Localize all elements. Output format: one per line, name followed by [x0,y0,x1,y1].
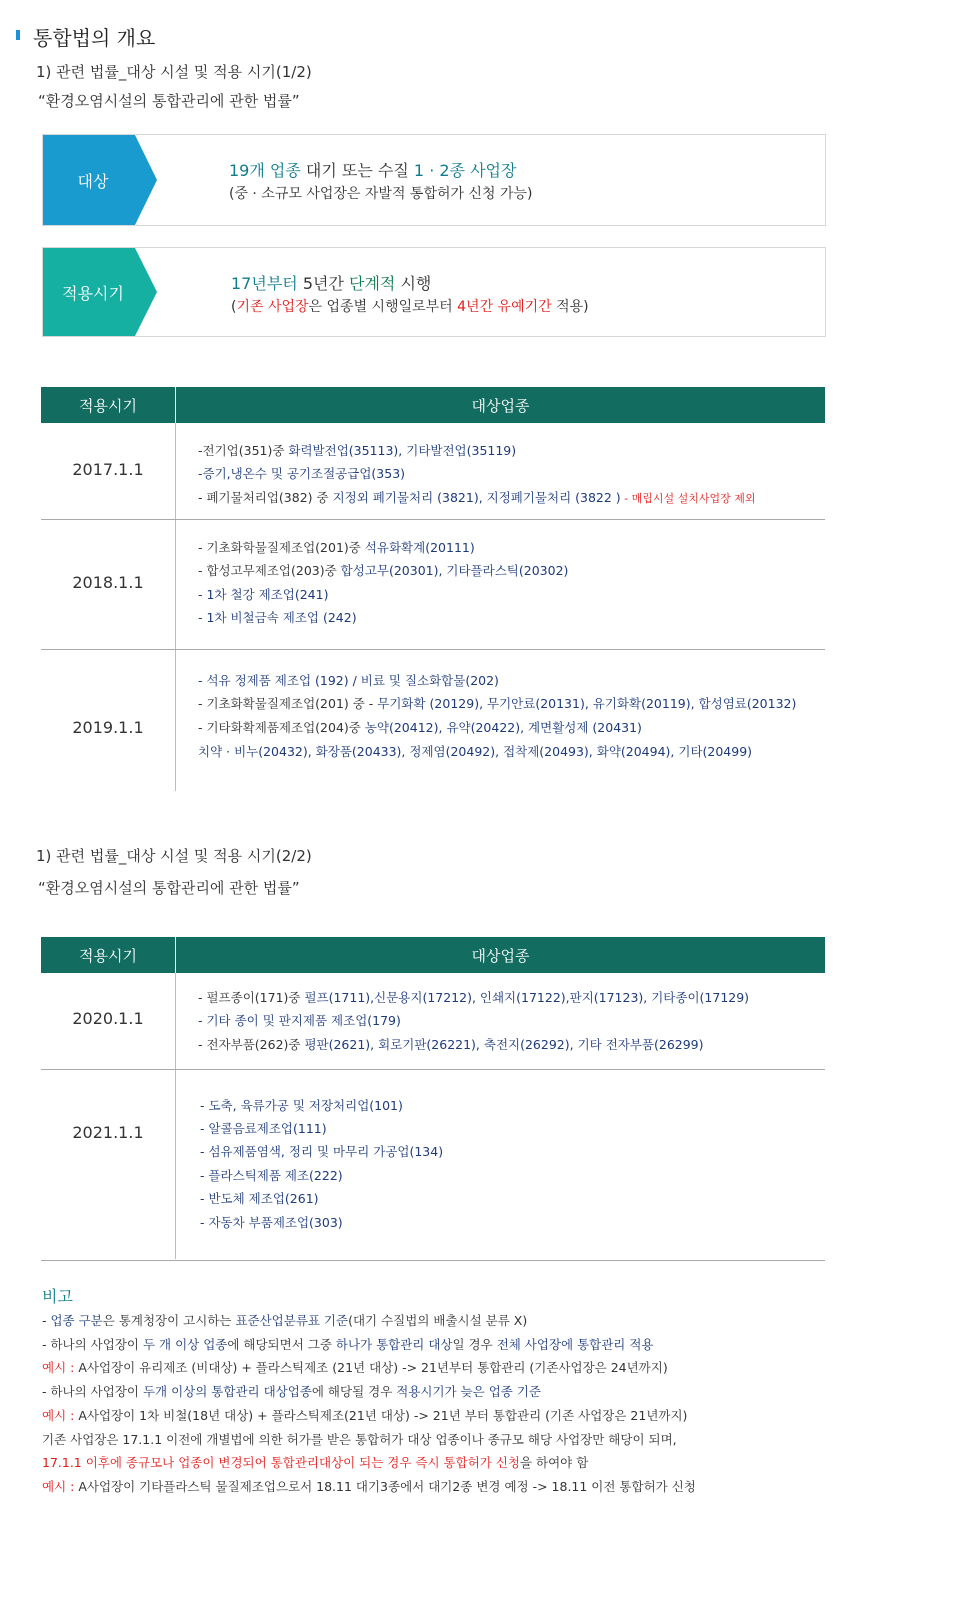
text-segment: -증기,냉온수 및 공기조절공급업(353) [198,466,406,481]
text-segment: 은 업종별 시행일로부터 [308,299,458,315]
text-segment: (중 · 소규모 사업장은 자발적 통합허가 신청 가능) [229,186,533,202]
law-name-2: “환경오염시설의 통합관리에 관한 법률” [38,879,300,897]
text-segment: - 하나의 사업장이 [42,1384,143,1399]
table1-year-2019: 2019.1.1 [72,718,144,737]
table2-row1-line [198,1011,401,1029]
note-example [42,1477,696,1495]
text-segment: 화력발전업(35113), 기타발전업(35119) [288,443,517,458]
text-segment: 예시 : [42,1360,79,1375]
law-name-1: “환경오염시설의 통합관리에 관한 법률” [38,92,300,110]
table1-row2-line [198,561,568,579]
note-line [42,1335,654,1353]
text-segment: 두 개 이상 업종 [142,1337,228,1352]
period-tag: 적용시기 [62,283,124,303]
text-segment: 은 통계청장이 고시하는 [102,1313,236,1328]
text-segment: 17년부터 [231,274,298,293]
table2-row2-line [200,1119,327,1137]
text-segment: - 폐기물처리업(382) 중 [198,490,333,505]
text-segment: 5년간 [297,274,349,293]
target-line-1 [229,158,516,181]
text-segment: - 기타 종이 및 판지제품 제조업(179) [198,1013,401,1028]
text-segment: - 도축, 육류가공 및 저장처리업(101) [200,1098,403,1113]
table1-row3-line [198,718,642,736]
table1-row1-line [198,464,405,482]
table1-row2-line [198,585,328,603]
table1-col-industry: 대상업종 [471,396,530,415]
note-example [42,1406,687,1424]
target-line-2 [229,183,532,203]
text-segment: 표준산업분류표 기준 [235,1313,349,1328]
text-segment: 에 해당될 경우 [311,1384,397,1399]
text-segment: 합성고무(20301), 기타플라스틱(20302) [340,563,569,578]
table1-row3-line [198,694,796,712]
text-segment: - 기초화학물질제조업(201)중 [198,540,365,555]
text-segment: 4년간 유예기간 [457,299,552,315]
text-segment: 일 경우 [452,1337,497,1352]
note-line [42,1311,527,1329]
text-segment: 평판(2621), 회로기판(26221), 축전지(26292), 기타 전자부품(26299) [304,1037,704,1052]
text-segment: - 알콜음료제조업(111) [200,1121,327,1136]
table2-row-sep-1 [41,1069,825,1070]
section-marker [16,30,20,40]
note-line [42,1453,588,1471]
table2-header [41,937,825,973]
table1-year-2017: 2017.1.1 [72,460,144,479]
table2-row2-line [200,1166,343,1184]
text-segment: - 1차 비철금속 제조업 (242) [198,610,357,625]
text-segment: 업종 구분 [50,1313,103,1328]
text-segment: (대기 수질법의 배출시설 분류 X) [348,1313,528,1328]
table2-year-2020: 2020.1.1 [72,1009,144,1028]
table2-row2-line [200,1213,343,1231]
table1-row1-line [198,441,516,459]
text-segment: 석유화확계(20111) [364,540,475,555]
text-segment: A사업장이 유리제조 (비대상) + 플라스틱제조 (21년 대상) -> 21년부터 통합관리 (기존사업장은 24년까지) [78,1360,668,1375]
text-segment: 치약 · 비누(20432), 화장품(20433), 정제염(20492), 접착제(20493), 화약(20494), 기타(20499) [198,744,753,759]
text-segment: - 1차 철강 제조업(241) [198,587,329,602]
text-segment: ( [231,299,237,315]
text-segment: 농약(20412), 유약(20422), 계면활성제 (20431) [364,720,642,735]
table2-col-industry: 대상업종 [471,946,530,965]
text-segment: 적용시기가 늦은 업종 기준 [396,1384,541,1399]
text-segment: - 기타화확제품제조업(204)중 [198,720,365,735]
table2-divider [175,973,176,1259]
text-segment: 펄프(1711),신문용지(17212), 인쇄지(17122),판지(17123), 기타종이(17129) [304,990,750,1005]
text-segment: 시행 [395,274,432,293]
note-example [42,1358,668,1376]
text-segment: 무기화확 (20129), 무기안료(20131), 유기화확(20119), 합성염료(20132) [377,696,797,711]
notes-title: 비고 [42,1287,73,1306]
text-segment: 1 · 2종 사업장 [413,161,517,180]
text-segment: - 펄프종이(171)중 [198,990,305,1005]
text-segment: - 섬유제품염색, 정리 및 마무리 가공업(134) [200,1144,444,1159]
table1-year-2018: 2018.1.1 [72,573,144,592]
table1-row2-line [198,608,357,626]
table2-row2-line [200,1142,443,1160]
table1-header [41,387,825,423]
text-segment: 단계적 [349,274,396,293]
text-segment: 기존 사업장 [236,299,309,315]
table1-row3-line [198,742,752,760]
text-segment: A사업장이 1차 비철(18년 대상) + 플라스틱제조(21년 대상) -> 21년 부터 통합관리 (기존 사업장은 21년까지) [78,1408,688,1423]
text-segment: - 자동차 부품제조업(303) [200,1215,343,1230]
text-segment: 지정외 폐기물처리 (3821), 지정폐기물처리 (3822 ) [332,490,621,505]
text-segment: - 석유 정제품 제조업 (192) / 비료 및 질소화합물(202) [198,673,499,688]
table1-col-period: 적용시기 [41,387,176,423]
table2-row1-line [198,988,749,1006]
text-segment: 하나가 통합관리 대상 [335,1337,453,1352]
table1-row-sep-2 [41,649,825,650]
text-segment: - [42,1313,51,1328]
period-line-2 [231,296,589,316]
table1-row3-line [198,671,499,689]
text-segment: 대기 또는 수질 [300,161,414,180]
table2-row2-line [200,1189,319,1207]
table1-row1-line [198,488,756,506]
text-segment: -전기업(351)중 [198,443,289,458]
note-line [42,1430,677,1448]
period-line-1 [231,271,431,294]
text-segment: 에 해당되면서 그중 [227,1337,336,1352]
table2-col-period: 적용시기 [41,937,176,973]
table2-year-2021: 2021.1.1 [72,1123,144,1142]
text-segment: - 반도체 제조업(261) [200,1191,319,1206]
period-box [42,247,826,337]
text-segment: 예시 : [42,1408,79,1423]
text-segment: 두개 이상의 통합관리 대상업종 [142,1384,312,1399]
text-segment: - 합성고무제조업(203)중 [198,563,341,578]
target-tag: 대상 [77,171,109,191]
table1-row2-line [198,538,475,556]
text-segment: 전체 사업장에 통합관리 적용 [496,1337,654,1352]
table1-row-sep-1 [41,519,825,520]
table2-bottom-line [41,1260,825,1261]
table2-row2-line [200,1096,403,1114]
text-segment: - 전자부품(262)중 [198,1037,305,1052]
text-segment: 예시 : [42,1479,79,1494]
text-segment: 17.1.1 이후에 종규모나 업종이 변경되어 통합관리대상이 되는 경우 즉시 통합허가 신청 [42,1455,520,1470]
text-segment: 19개 업종 [229,161,301,180]
subtitle-part2: 1) 관련 법률_대상 시설 및 적용 시기(2/2) [36,847,312,865]
text-segment: - 플라스틱제품 제조(222) [200,1168,343,1183]
text-segment: - 매립시설 설치사업장 제외 [620,492,756,505]
text-segment: 기존 사업장은 17.1.1 이전에 개별법에 의한 허가를 받은 통합허가 대상 업종이나 종규모 해당 사업장만 해당이 되며, [42,1432,677,1447]
table2-row1-line [198,1035,704,1053]
page-title: 통합법의 개요 [33,26,156,50]
text-segment: - 기초화확물질제조업(201) 중 - [198,696,378,711]
text-segment: A사업장이 기타플라스틱 물질제조업으로서 18.11 대기3종에서 대기2종 변경 예정 -> 18.11 이전 통합허가 신청 [78,1479,696,1494]
table1-divider [175,423,176,791]
subtitle-part1: 1) 관련 법률_대상 시설 및 적용 시기(1/2) [36,63,312,81]
text-segment: - 하나의 사업장이 [42,1337,143,1352]
text-segment: 을 하여야 함 [519,1455,589,1470]
target-box [42,134,826,226]
note-line [42,1382,541,1400]
text-segment: 적용) [551,299,589,315]
